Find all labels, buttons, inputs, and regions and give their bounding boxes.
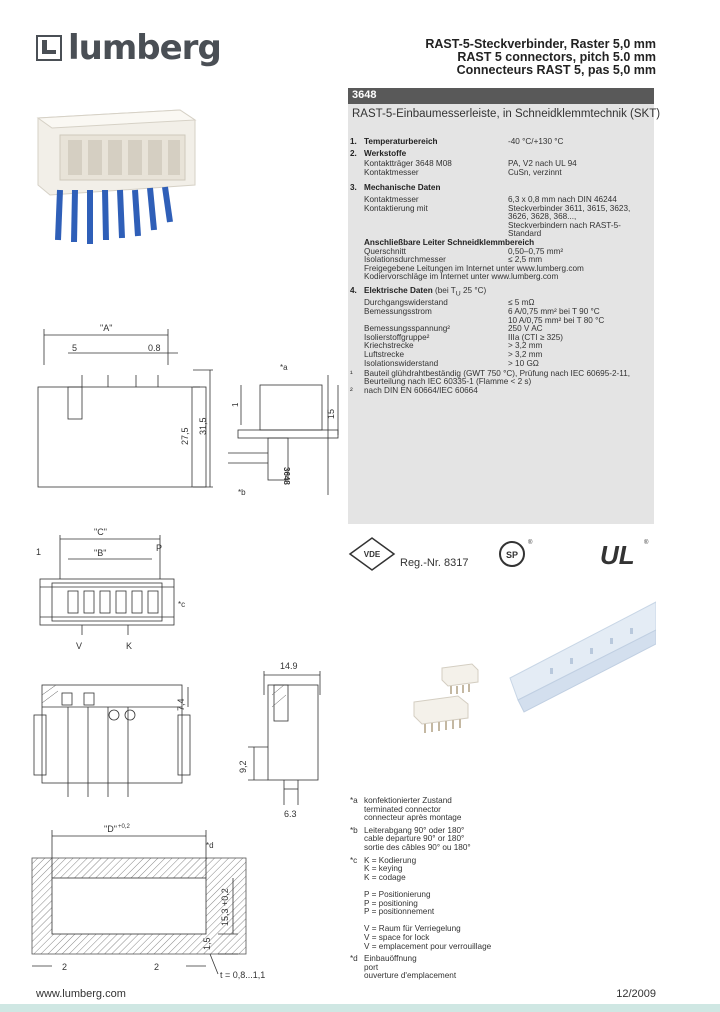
spec-label: Bemessungsstrom (364, 306, 432, 316)
dim-C: "C" (94, 527, 107, 537)
drawing-side-view (28, 315, 348, 515)
drawing-panel-cutout (28, 818, 338, 984)
spec-value: CuSn, verzinnt (508, 168, 562, 177)
spec-label: Freigegebene Leitungen im Internet unter www.lumberg.com (364, 263, 584, 273)
spec-label: Kontaktierung mit (364, 203, 428, 213)
legend-line: P = positionnement (364, 907, 435, 917)
drawing-sections (28, 655, 348, 825)
footnote-text: Bauteil glühdrahtbeständig (GWT 750 °C), Prüfung nach IEC 60695-2-11, (364, 368, 631, 378)
spec-value: Steckverbindern nach RAST-5- (508, 220, 621, 230)
spec-value: -40 °C/+130 °C (508, 137, 564, 146)
spec-label: Luftstrecke (364, 349, 405, 359)
legend-line: port (364, 962, 379, 972)
mark-d: *d (206, 841, 214, 850)
csa-label: SP (505, 550, 519, 560)
dim-6-3: 6.3 (284, 809, 297, 819)
legend-line: connecteur après montage (364, 813, 462, 823)
brand-name: lumberg (68, 28, 221, 68)
label-K: K (126, 641, 133, 651)
dim-27-5: 27,5 (180, 427, 190, 445)
spec-row (350, 205, 650, 214)
spec-row (350, 273, 650, 287)
legend-line: V = Raum für Verriegelung (364, 924, 461, 934)
dim-5: 5 (72, 343, 78, 353)
spec-value: ≤ 5 mΩ (508, 298, 535, 308)
spec-value: > 3,2 mm (508, 349, 543, 359)
spec-num: 4. (350, 286, 357, 296)
legend-mark: *d (350, 954, 358, 964)
lumberg-logo-icon (36, 35, 62, 61)
panel-subtitle: RAST-5-Einbaumesserleiste, in Schneidklemmtechnik (SKT) (352, 108, 661, 120)
footer-bar (0, 1004, 720, 1012)
title-de: RAST-5-Steckverbinder, Raster 5,0 mm (425, 37, 656, 51)
anschluss-title: Anschließbare Leiter Schneidklemmbereich (364, 237, 535, 247)
legend-line: P = Positionierung (364, 889, 431, 899)
dim-B: "B" (94, 548, 107, 558)
spec-title: Mechanische Daten (364, 183, 441, 192)
legend-mark: *a (350, 796, 358, 805)
spec-label: Querschnitt (364, 246, 406, 256)
title-en: RAST 5 connectors, pitch 5.0 mm (457, 50, 656, 64)
spec-label: Isolationsdurchmesser (364, 255, 446, 265)
footnote-text: nach DIN EN 60664/IEC 60664 (364, 385, 478, 395)
legend-line: sortie des câbles 90° ou 180° (364, 842, 471, 852)
vde-reg-number: Reg.-Nr. 8317 (400, 557, 469, 569)
spec-title-suffix: (bei T (435, 286, 456, 296)
spec-num: 3. (350, 183, 357, 192)
svg-text:®: ® (528, 540, 533, 546)
spec-label: Kontaktmesser (364, 195, 419, 204)
label-1: 1 (36, 547, 42, 557)
dim-2-right: 2 (154, 962, 160, 972)
dim-1: 1 (231, 402, 240, 407)
spec-label: Kontaktträger 3648 M08 (364, 159, 452, 168)
spec-label: Isolationswiderstand (364, 358, 439, 368)
spec-num: 2. (350, 149, 357, 158)
document-titles (425, 38, 656, 77)
spec-row (350, 169, 650, 184)
dim-1-5: 1,5 (202, 937, 212, 950)
spec-value: > 3,2 mm (508, 341, 543, 351)
spec-label: Isolierstoffgruppe² (364, 332, 430, 342)
dim-9-2: 9,2 (238, 760, 248, 773)
legend (350, 797, 656, 981)
label-V: V (76, 641, 83, 651)
legend-line: cable departure 90° or 180° (364, 834, 465, 844)
legend-line: Einbauöffnung (364, 954, 417, 964)
title-fr: Connecteurs RAST 5, pas 5,0 mm (456, 63, 656, 77)
part-number: 3648 (348, 88, 654, 104)
legend-line: K = Kodierung (364, 855, 417, 865)
spec-label: Bemessungsspannung² (364, 324, 451, 334)
legend-line: P = positioning (364, 898, 418, 908)
legend-mark: *c (350, 855, 358, 865)
mark-a: *a (280, 363, 288, 372)
spec-title: Temperaturbereich (364, 137, 438, 146)
ul-label: UL (600, 540, 635, 570)
drawing-top-view (28, 525, 208, 655)
legend-item (350, 857, 656, 952)
ul-mark-icon (600, 539, 649, 570)
spec-label: Kontaktmesser (364, 168, 419, 177)
dim-15-3: 15,3 +0,2 (220, 888, 230, 926)
spec-value: IIIa (CTI ≥ 325) (508, 332, 563, 342)
dim-D-tol: +0,2 (118, 824, 130, 830)
dim-15: 15 (326, 408, 336, 419)
spec-list (350, 138, 650, 395)
dim-thickness: t = 0,8...1,1 (220, 970, 266, 980)
dim-31-5: 31,5 (198, 417, 208, 435)
legend-line: V = emplacement pour verrouillage (364, 941, 492, 951)
csa-mark-icon (500, 539, 533, 566)
spec-label: Kodiervorschläge im Internet unter www.lumberg.com (364, 272, 559, 282)
product-photo-strip (400, 600, 656, 760)
dim-2-left: 2 (62, 962, 68, 972)
dim-0-8: 0.8 (148, 343, 161, 353)
legend-line: V = space for lock (364, 932, 430, 942)
spec-value: 6 A/0,75 mm² bei T 90 °C (508, 306, 600, 316)
dim-D: "D" (104, 824, 117, 834)
spec-value: Steckverbinder 3611, 3615, 3623, (508, 203, 631, 213)
spec-title-end: 25 °C) (460, 286, 487, 296)
spec-value: Standard (508, 229, 542, 239)
legend-item (350, 955, 656, 981)
spec-value: > 10 GΩ (508, 358, 539, 368)
mark-b: *b (238, 488, 246, 497)
legend-item (350, 827, 656, 853)
product-photo (30, 90, 210, 260)
spec-title: Werkstoffe (364, 149, 407, 158)
dim-A: "A" (100, 323, 113, 333)
connector-small-2 (414, 696, 468, 733)
legend-line: ouverture d'emplacement (364, 971, 457, 981)
spec-value: ≤ 2,5 mm (508, 255, 543, 265)
spec-label: Kriechstrecke (364, 341, 414, 351)
dim-7-4: 7,4 (176, 698, 186, 711)
certifications (348, 536, 654, 576)
label-P: P (156, 543, 163, 553)
footer-url[interactable]: www.lumberg.com (36, 988, 126, 1000)
legend-line: K = keying (364, 864, 403, 874)
footnote (350, 387, 650, 396)
legend-mark: *b (350, 825, 358, 835)
spec-value: 3626, 3628, 368..., (508, 212, 577, 222)
spec-value: PA, V2 nach UL 94 (508, 159, 577, 168)
footnote-mark: ² (350, 385, 353, 395)
spec-num: 1. (350, 137, 357, 146)
spec-title-sub: U (455, 290, 461, 298)
legend-line: konfektionierter Zustand (364, 796, 452, 805)
footnote-text: Beurteilung nach IEC 60335-1 (Flamme < 2 s) (364, 377, 532, 387)
spec-label: Durchgangswiderstand (364, 298, 448, 308)
vde-label: VDE (363, 550, 381, 559)
legend-line: terminated connector (364, 804, 441, 814)
spec-value: 10 A/0,75 mm² bei T 80 °C (508, 315, 605, 325)
spec-value: 0,50–0,75 mm² (508, 246, 564, 256)
dim-14-9: 14.9 (280, 661, 298, 671)
connector-small-1 (442, 664, 478, 694)
legend-line: K = codage (364, 872, 406, 882)
mark-c: *c (178, 600, 186, 609)
vde-mark-icon (350, 538, 394, 570)
spec-value: 6,3 x 0,8 mm nach DIN 46244 (508, 195, 617, 204)
spec-row (350, 308, 650, 317)
footer-date: 12/2009 (616, 988, 656, 1000)
part-stamp: 3648 (282, 467, 291, 485)
legend-line: Leiterabgang 90° oder 180° (364, 825, 465, 835)
spec-value: 250 V AC (508, 324, 543, 334)
spec-title: Elektrische Daten (364, 286, 433, 296)
svg-text:®: ® (644, 540, 649, 546)
spec-row (350, 360, 650, 370)
footnote-mark: ¹ (350, 368, 353, 378)
spec-row (350, 222, 650, 231)
legend-item (350, 797, 656, 823)
